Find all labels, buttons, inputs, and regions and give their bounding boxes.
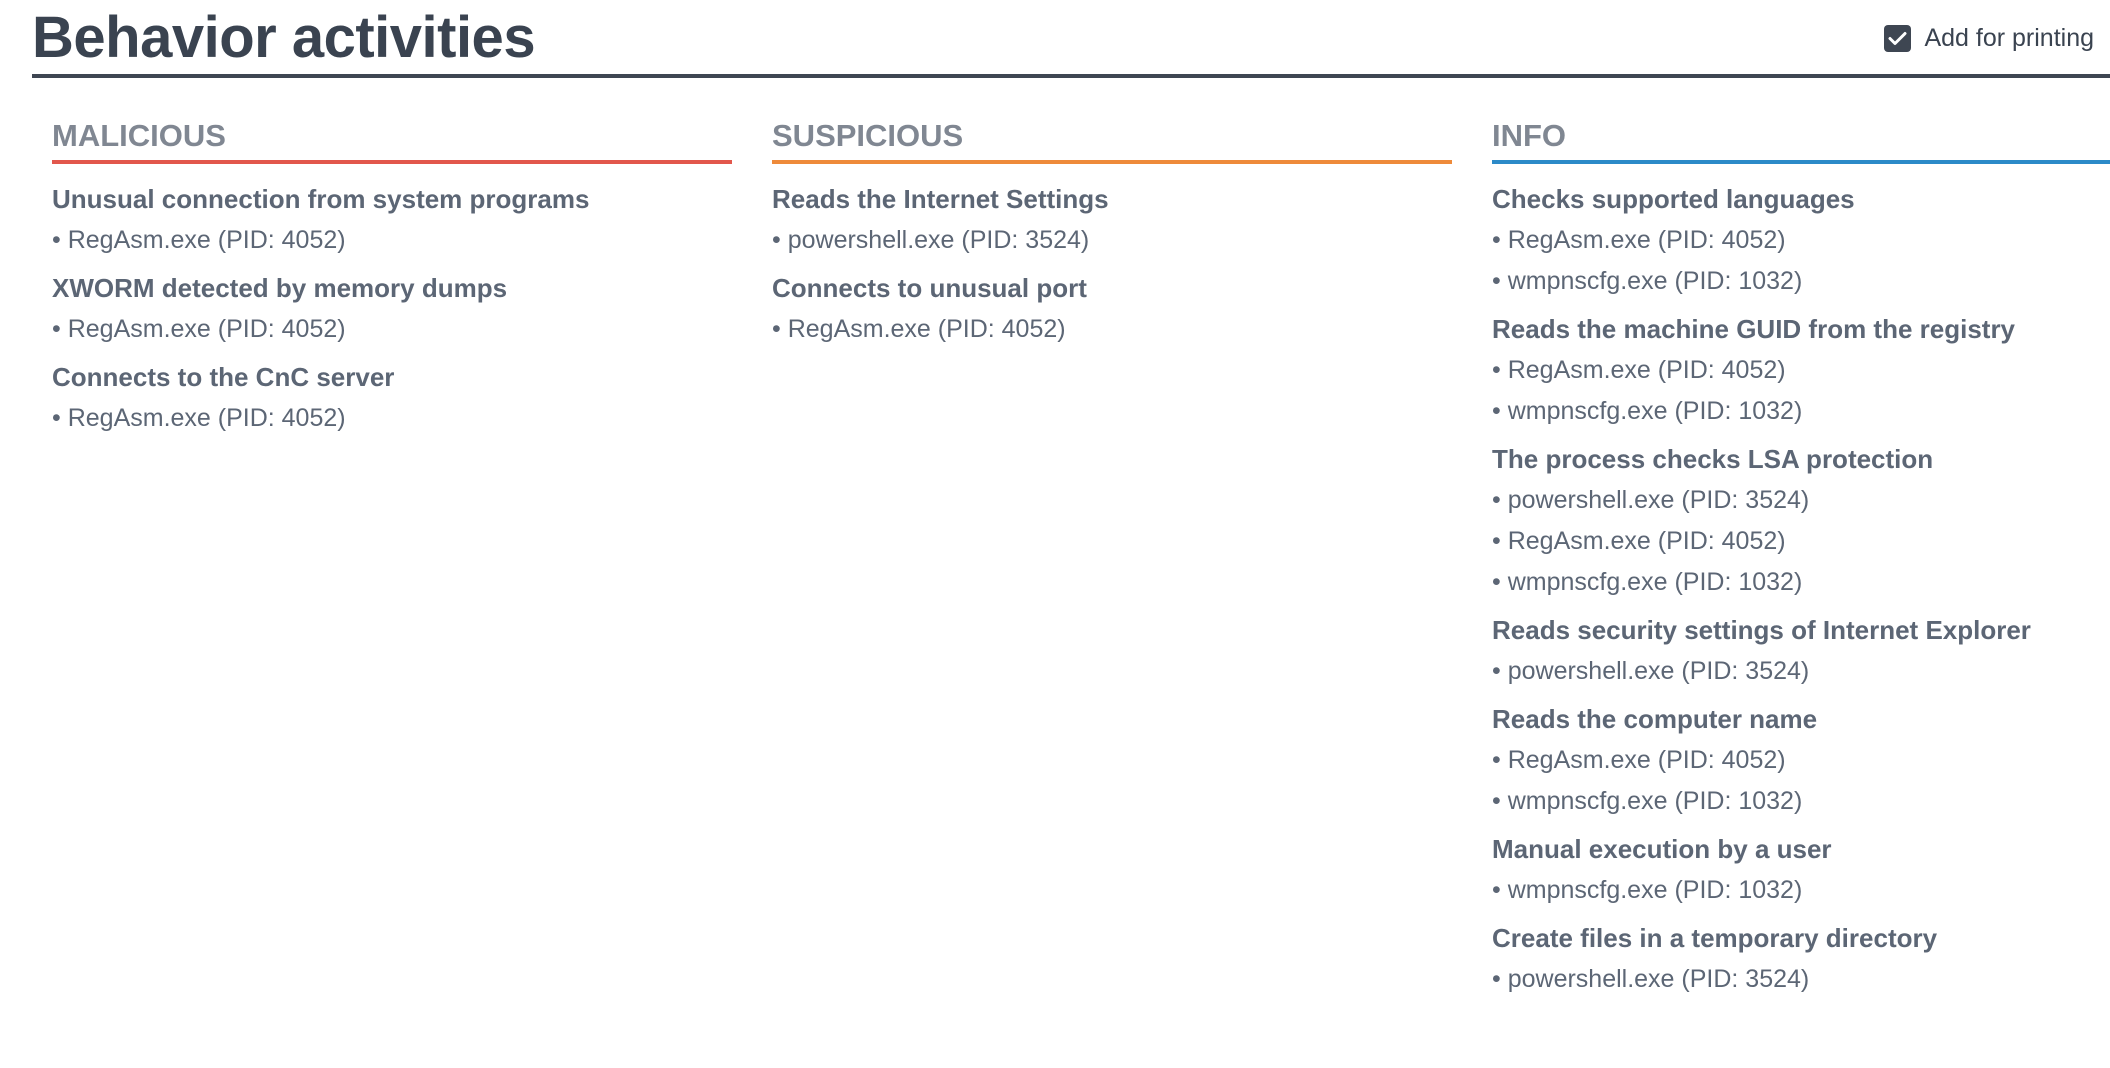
suspicious-activity-list xyxy=(772,164,1452,346)
bullet-icon: • xyxy=(1492,226,1508,254)
activity-title[interactable]: Manual execution by a user xyxy=(1492,834,1832,864)
process-link[interactable]: RegAsm.exe (PID: 4052) xyxy=(1507,356,1786,384)
activity-group xyxy=(1492,182,2110,298)
process-item xyxy=(52,313,732,346)
bullet-icon: • xyxy=(1492,746,1508,774)
process-link[interactable]: RegAsm.exe (PID: 4052) xyxy=(787,315,1066,343)
process-link[interactable]: RegAsm.exe (PID: 4052) xyxy=(1507,226,1786,254)
activity-title[interactable]: The process checks LSA protection xyxy=(1492,444,1934,474)
add-for-printing-checkbox[interactable] xyxy=(1884,25,1911,52)
activity-group xyxy=(1492,921,2110,996)
activity-title[interactable]: Connects to the CnC server xyxy=(52,362,395,392)
process-item xyxy=(1492,525,2110,558)
activity-title[interactable]: Connects to unusual port xyxy=(772,273,1087,303)
process-item xyxy=(1492,655,2110,688)
add-for-printing-toggle[interactable] xyxy=(1884,20,2094,56)
bullet-icon: • xyxy=(1492,267,1508,295)
process-item xyxy=(1492,744,2110,777)
process-link[interactable]: RegAsm.exe (PID: 4052) xyxy=(67,315,346,343)
bullet-icon: • xyxy=(1492,787,1508,815)
activity-group xyxy=(1492,613,2110,688)
process-link[interactable]: RegAsm.exe (PID: 4052) xyxy=(1507,527,1786,555)
process-link[interactable]: powershell.exe (PID: 3524) xyxy=(1507,486,1810,514)
activity-title[interactable]: Create files in a temporary directory xyxy=(1492,923,1938,953)
malicious-heading: MALICIOUS xyxy=(52,116,732,164)
activity-title[interactable]: Reads the computer name xyxy=(1492,704,1818,734)
process-item xyxy=(1492,265,2110,298)
behavior-columns xyxy=(52,116,2110,1010)
checkmark-icon xyxy=(1888,31,1907,46)
activity-group xyxy=(1492,832,2110,907)
add-for-printing-label: Add for printing xyxy=(1924,23,2094,52)
process-item xyxy=(1492,395,2110,428)
bullet-icon: • xyxy=(1492,568,1508,596)
bullet-icon: • xyxy=(772,226,788,254)
process-link[interactable]: RegAsm.exe (PID: 4052) xyxy=(67,226,346,254)
bullet-icon: • xyxy=(1492,876,1508,904)
activity-title[interactable]: Checks supported languages xyxy=(1492,184,1855,214)
activity-group xyxy=(1492,442,2110,599)
activity-title[interactable]: XWORM detected by memory dumps xyxy=(52,273,508,303)
activity-group xyxy=(52,182,732,257)
bullet-icon: • xyxy=(1492,527,1508,555)
process-item xyxy=(1492,484,2110,517)
activity-group xyxy=(52,271,732,346)
process-link[interactable]: wmpnscfg.exe (PID: 1032) xyxy=(1507,787,1803,815)
activity-group xyxy=(1492,702,2110,818)
process-link[interactable]: RegAsm.exe (PID: 4052) xyxy=(67,404,346,432)
process-link[interactable]: wmpnscfg.exe (PID: 1032) xyxy=(1507,876,1803,904)
bullet-icon: • xyxy=(1492,965,1508,993)
info-column xyxy=(1492,116,2110,1010)
activity-title[interactable]: Reads the Internet Settings xyxy=(772,184,1109,214)
process-item xyxy=(52,224,732,257)
bullet-icon: • xyxy=(1492,397,1508,425)
activity-group xyxy=(52,360,732,435)
bullet-icon: • xyxy=(1492,657,1508,685)
bullet-icon: • xyxy=(52,315,68,343)
malicious-column xyxy=(52,116,732,1010)
activity-title[interactable]: Reads security settings of Internet Explorer xyxy=(1492,615,2031,645)
process-item xyxy=(1492,224,2110,257)
process-item xyxy=(1492,874,2110,907)
bullet-icon: • xyxy=(1492,486,1508,514)
process-link[interactable]: wmpnscfg.exe (PID: 1032) xyxy=(1507,267,1803,295)
process-item xyxy=(772,313,1452,346)
info-heading: INFO xyxy=(1492,116,2110,164)
bullet-icon: • xyxy=(52,404,68,432)
bullet-icon: • xyxy=(52,226,68,254)
info-activity-list xyxy=(1492,164,2110,996)
malicious-activity-list xyxy=(52,164,732,435)
process-link[interactable]: powershell.exe (PID: 3524) xyxy=(787,226,1090,254)
process-link[interactable]: wmpnscfg.exe (PID: 1032) xyxy=(1507,397,1803,425)
activity-group xyxy=(772,182,1452,257)
process-item xyxy=(1492,963,2110,996)
suspicious-column xyxy=(772,116,1452,1010)
process-item xyxy=(1492,785,2110,818)
suspicious-heading: SUSPICIOUS xyxy=(772,116,1452,164)
process-link[interactable]: powershell.exe (PID: 3524) xyxy=(1507,965,1810,993)
process-item xyxy=(772,224,1452,257)
activity-title[interactable]: Reads the machine GUID from the registry xyxy=(1492,314,2016,344)
activity-group xyxy=(1492,312,2110,428)
process-item xyxy=(1492,354,2110,387)
process-item xyxy=(52,402,732,435)
process-link[interactable]: powershell.exe (PID: 3524) xyxy=(1507,657,1810,685)
activity-title[interactable]: Unusual connection from system programs xyxy=(52,184,590,214)
process-item xyxy=(1492,566,2110,599)
bullet-icon: • xyxy=(772,315,788,343)
page-header xyxy=(32,0,2110,78)
activity-group xyxy=(772,271,1452,346)
process-link[interactable]: RegAsm.exe (PID: 4052) xyxy=(1507,746,1786,774)
bullet-icon: • xyxy=(1492,356,1508,384)
page-title: Behavior activities xyxy=(32,5,536,70)
process-link[interactable]: wmpnscfg.exe (PID: 1032) xyxy=(1507,568,1803,596)
